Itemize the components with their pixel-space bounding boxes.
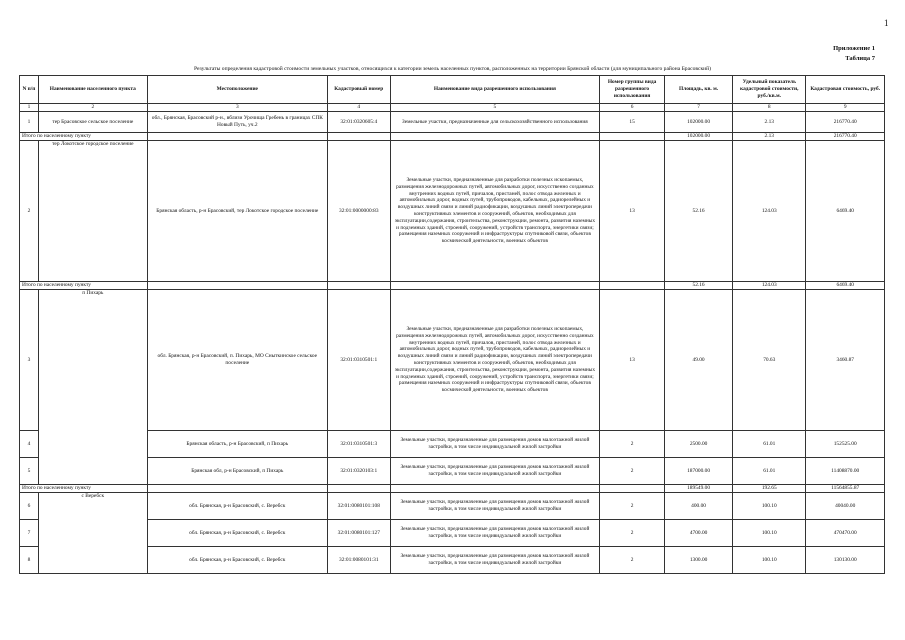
empty-cell [600,133,665,141]
cadastral-number-cell: 32:01:0000000:83 [327,141,390,282]
page-number: 1 [884,18,889,28]
use-cell: Земельные участки, предназначенные для размещения домов малоэтажной жилой застройки, в том числе индивидуальной жилой застройки [390,431,599,458]
table-row [20,112,885,133]
cost-cell: 11408870.00 [806,458,885,485]
row-number: 8 [20,547,39,574]
row-number: 1 [20,112,39,133]
rate-total: 124.03 [733,282,806,290]
area-cell: 2500.00 [665,431,733,458]
table-row [20,458,885,485]
cadastral-number-cell: 32:01:0080101:108 [327,493,390,520]
col-number: 6 [600,104,665,112]
table-row [20,547,885,574]
cost-cell: 40040.00 [806,493,885,520]
total-row [20,282,885,290]
table-row [20,290,885,431]
area-cell: 400.00 [665,493,733,520]
empty-cell [147,485,327,493]
header-cell-location: Местоположение [147,76,327,104]
settlement-cell: тер Локотское городское поселение [38,141,147,282]
group-cell: 2 [600,547,665,574]
location-cell: обл., Брянская, Брасовский р-н., вблизи Урочища Гребень в границах СПК Новый Путь, уч.2 [147,112,327,133]
header-cell-use: Наименование вида разрешенного использования [390,76,599,104]
col-number: 8 [733,104,806,112]
group-cell: 13 [600,290,665,431]
location-cell: обл. Брянская, р-н Брасовский, п. Пихарь, МО Сныткинское сельское поселение [147,290,327,431]
cadastral-number-cell: 32:01:0080101:31 [327,547,390,574]
cost-total: 6469.40 [806,282,885,290]
total-label: Итого по населенному пункту [20,133,148,141]
rate-cell: 70.63 [733,290,806,431]
area-cell: 4700.00 [665,520,733,547]
rate-total: 192.65 [733,485,806,493]
table-row [20,431,885,458]
empty-cell [327,133,390,141]
group-cell: 2 [600,431,665,458]
row-number: 3 [20,290,39,431]
document-title: Результаты определения кадастровой стоимости земельных участков, относящихся к категории земель населенных пунктов, расположенных на территории Брянской области (для муниципального района Брасовский) [193,66,712,72]
group-cell: 15 [600,112,665,133]
rate-cell: 2.13 [733,112,806,133]
header-cell-cadastral: Кадастровый номер [327,76,390,104]
use-cell: Земельные участки, предназначенные для сельскохозяйственного использования [390,112,599,133]
group-cell: 2 [600,520,665,547]
header-cell-area: Площадь, кв. м. [665,76,733,104]
location-cell: Брянская обл, р-н Брасовский, п Пихарь [147,458,327,485]
header-cell-cost: Кадастровая стоимость, руб. [806,76,885,104]
settlement-cell: п Пихарь [38,290,147,485]
use-cell: Земельные участки, предназначенные для разработки полезных ископаемых, размещения железнодорожных путей, автомобильных дорог, искусственно созданных внутренних водных путей, причалов, пристаней, полос отвода железных и автомобильных дорог, водных путей, трубопроводов, кабельных, радиорелейных и воздушных линий связи и линий радиофикации, воздушных линий электропередачи конструктивных элементов и сооружений, объектов, необходимых для эксплуатации,содержания, строительства, реконструкции, ремонта, развития наземных и подземных зданий, строений, сооружений, устройств транспорта, энергетики связи; размещения наземных сооружений и инфраструктуры спутниковой связи, объектов космической деятельности, военных объектов [390,290,599,431]
header-cell-settlement: Наименование населенного пункта [38,76,147,104]
cost-cell: 3460.87 [806,290,885,431]
cadastral-number-cell: 32:01:0320103:1 [327,458,390,485]
area-cell: 1300.00 [665,547,733,574]
empty-cell [600,485,665,493]
rate-cell: 100.10 [733,547,806,574]
empty-cell [327,282,390,290]
col-number: 1 [20,104,39,112]
rate-cell: 61.01 [733,431,806,458]
settlement-cell: тер Брасовское сельское поселение [38,112,147,133]
cost-total: 216770.40 [806,133,885,141]
col-number: 3 [147,104,327,112]
header-row [20,76,885,104]
empty-cell [147,282,327,290]
use-cell: Земельные участки, предназначенные для размещения домов малоэтажной жилой застройки, в том числе индивидуальной жилой застройки [390,547,599,574]
area-total: 102000.00 [665,133,733,141]
row-number: 2 [20,141,39,282]
cadastral-table [19,75,885,574]
area-cell: 52.16 [665,141,733,282]
col-number: 7 [665,104,733,112]
area-total: 189549.00 [665,485,733,493]
empty-cell [390,485,599,493]
row-number: 5 [20,458,39,485]
cadastral-number-cell: 32:01:0320605:4 [327,112,390,133]
cadastral-number-cell: 32:01:0080101:127 [327,520,390,547]
group-cell: 13 [600,141,665,282]
cost-cell: 216770.40 [806,112,885,133]
location-cell: Брянская область, р-н Брасовский, тер Локотское городское поселение [147,141,327,282]
table-row [20,493,885,520]
location-cell: обл. Брянская, р-н Брасовский, с. Веребск [147,520,327,547]
cost-cell: 470470.00 [806,520,885,547]
total-label: Итого по населенному пункту [20,282,148,290]
col-number: 2 [38,104,147,112]
empty-cell [327,485,390,493]
group-cell: 2 [600,493,665,520]
empty-cell [390,282,599,290]
row-number: 4 [20,431,39,458]
total-label: Итого по населенному пункту [20,485,148,493]
column-number-row [20,104,885,112]
empty-cell [600,282,665,290]
total-row [20,485,885,493]
header-cell-n: N п/п [20,76,39,104]
header-cell-group: Номер группы вида разрешенного использования [600,76,665,104]
rate-cell: 100.10 [733,493,806,520]
area-cell: 49.00 [665,290,733,431]
empty-cell [147,133,327,141]
cost-total: 11564855.87 [806,485,885,493]
table-row [20,520,885,547]
location-cell: обл. Брянская, р-н Брасовский, с. Веребск [147,547,327,574]
area-cell: 102000.00 [665,112,733,133]
col-number: 9 [806,104,885,112]
col-number: 4 [327,104,390,112]
rate-cell: 100.10 [733,520,806,547]
total-row [20,133,885,141]
area-total: 52.16 [665,282,733,290]
header-cell-rate: Удельный показатель кадастровой стоимости, руб./кв.м. [733,76,806,104]
cost-cell: 130130.00 [806,547,885,574]
table-label: Таблица 7 [845,55,875,62]
table-row [20,141,885,282]
rate-cell: 61.01 [733,458,806,485]
appendix-header [833,44,875,64]
cadastral-number-cell: 32:01:0310501:3 [327,431,390,458]
row-number: 7 [20,520,39,547]
rate-total: 2.13 [733,133,806,141]
use-cell: Земельные участки, предназначенные для размещения домов малоэтажной жилой застройки, в том числе индивидуальной жилой застройки [390,458,599,485]
settlement-cell: с Веребск [38,493,147,574]
cost-cell: 152525.00 [806,431,885,458]
appendix-label: Приложение 1 [833,45,875,52]
empty-cell [390,133,599,141]
row-number: 6 [20,493,39,520]
cost-cell: 6469.40 [806,141,885,282]
group-cell: 2 [600,458,665,485]
area-cell: 187000.00 [665,458,733,485]
cadastral-number-cell: 32:01:0310501:1 [327,290,390,431]
location-cell: обл. Брянская, р-н Брасовский, с. Веребск [147,493,327,520]
use-cell: Земельные участки, предназначенные для разработки полезных ископаемых, размещения железнодорожных путей, автомобильных дорог, искусственно созданных внутренних водных путей, причалов, пристаней, полос отвода железных и автомобильных дорог, водных путей, трубопроводов, кабельных, радиорелейных и воздушных линий связи и линий радиофикации, воздушных линий электропередачи конструктивных элементов и сооружений, объектов, необходимых для эксплуатации,содержания, строительства, реконструкции, ремонта, развития наземных и подземных зданий, строений, сооружений, устройств транспорта, энергетики связи; размещения наземных сооружений и инфраструктуры спутниковой связи, объектов космической деятельности, военных объектов [390,141,599,282]
use-cell: Земельные участки, предназначенные для размещения домов малоэтажной жилой застройки, в том числе индивидуальной жилой застройки [390,493,599,520]
col-number: 5 [390,104,599,112]
location-cell: Брянская область, р-н Брасовский, п Пихарь [147,431,327,458]
use-cell: Земельные участки, предназначенные для размещения домов малоэтажной жилой застройки, в том числе индивидуальной жилой застройки [390,520,599,547]
rate-cell: 124.03 [733,141,806,282]
